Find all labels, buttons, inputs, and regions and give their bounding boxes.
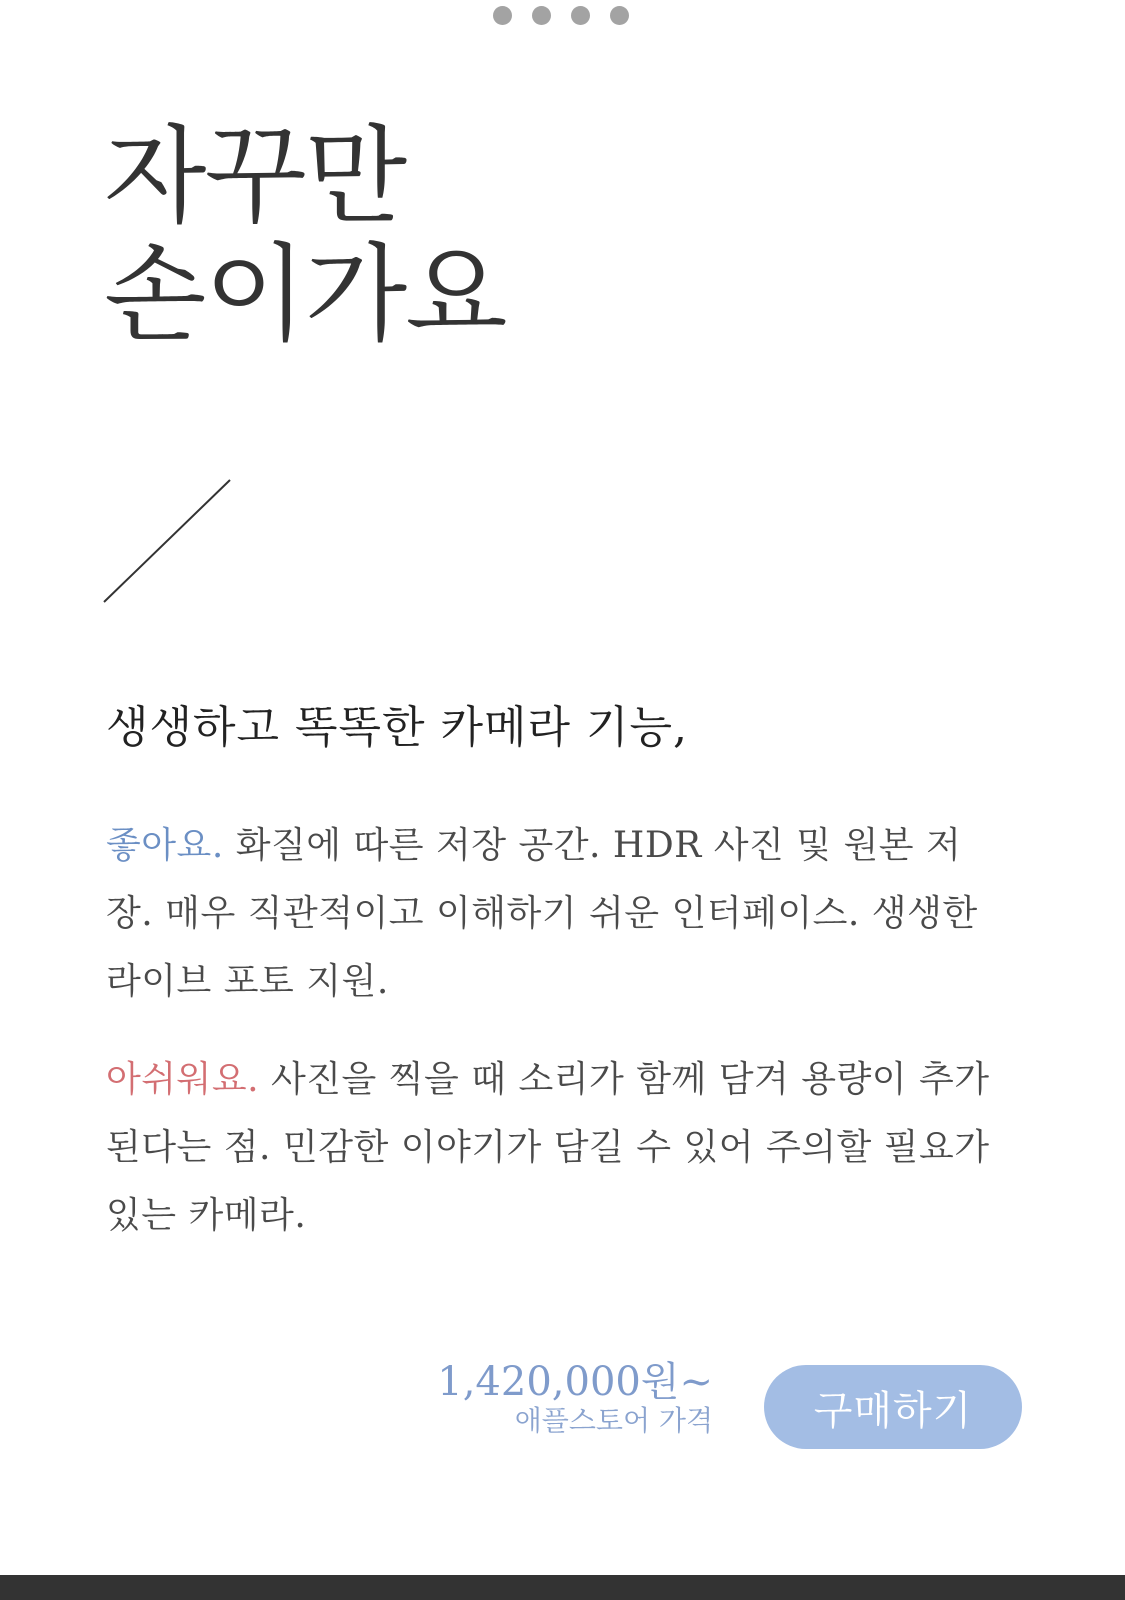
buy-button[interactable]: 구매하기 bbox=[764, 1365, 1022, 1449]
page-dot-4[interactable] bbox=[610, 6, 629, 25]
price-block bbox=[437, 1360, 713, 1438]
cons-paragraph bbox=[106, 1046, 1006, 1250]
headline bbox=[104, 115, 506, 356]
headline-line-1: 자꾸만 bbox=[104, 115, 406, 238]
page-dot-1[interactable] bbox=[493, 6, 512, 25]
pros-paragraph bbox=[106, 812, 1006, 1016]
slash-divider bbox=[102, 478, 232, 604]
page-indicator bbox=[493, 6, 629, 25]
page-dot-2[interactable] bbox=[532, 6, 551, 25]
bottom-bar bbox=[0, 1575, 1125, 1600]
page-dot-3[interactable] bbox=[571, 6, 590, 25]
section-heading: 생생하고 똑똑한 카메라 기능, bbox=[106, 702, 688, 753]
pros-text: 화질에 따른 저장 공간. HDR 사진 및 원본 저장. 매우 직관적이고 이해하기 쉬운 인터페이스. 생생한 라이브 포토 지원. bbox=[106, 825, 978, 1002]
cons-tag: 아쉬워요. bbox=[106, 1059, 260, 1100]
headline-line-2: 손이가요 bbox=[104, 233, 506, 356]
price-caption: 애플스토어 가격 bbox=[514, 1404, 713, 1437]
cons-text: 사진을 찍을 때 소리가 함께 담겨 용량이 추가된다는 점. 민감한 이야기가 담길 수 있어 주의할 필요가 있는 카메라. bbox=[106, 1059, 990, 1236]
price-amount: 1,420,000원~ bbox=[437, 1359, 713, 1405]
pros-tag: 좋아요. bbox=[106, 825, 224, 866]
